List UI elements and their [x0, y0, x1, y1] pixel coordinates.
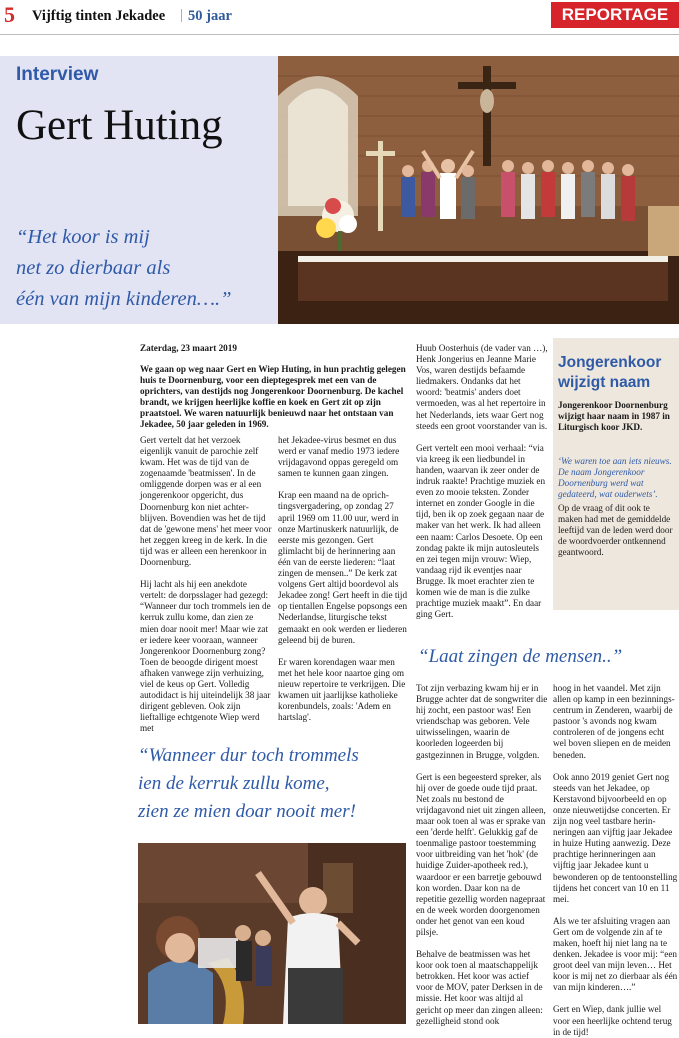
pull-quote: “Laat zingen de mensen..” — [418, 646, 623, 667]
title-quote-line: net zo dierbaar als — [16, 257, 171, 279]
page-header — [0, 0, 679, 34]
sidebar-lead: Jongerenkoor Doornenburg wijzigt haar naam in 1987 in Liturgisch koor JKD. — [558, 400, 670, 433]
paragraph: Huub Oosterhuis (de vader van …), Henk Jongerius en Jeanne Marie Vos, waren destijds befaamde liedmakers. Ondanks dat het woord: 'beatmis' anders doet vermoeden, was al het repertoire in het Nederlands, iets waar Gert nog steeds een groot voorstander van is. — [416, 343, 548, 431]
magazine-title: Vijftig tinten Jekadee — [32, 8, 166, 24]
page-number: 5 — [4, 2, 15, 27]
sidebar-quote: ‘We waren toe aan iets nieuws. De naam Jongerenkoor Doornenburg werd wat gedateerd, wat ouderwets’. — [558, 456, 672, 500]
paragraph: Gert vertelt dat het verzoek eigenlijk vanuit de parochie zelf kwam. Het was de tijd van de zogenaamde 'beatmissen'. In de omliggende dorpen was er al een jongerenkoor opgericht, dus Doornenburg kon niet achterblijven. Bovendien was het de tijd dat de 'gewone mens' het meer voor het zeggen kreeg in de kerk. In die tijd was er alleen een herenkoor in Doornenburg. — [140, 435, 272, 568]
paragraph: Krap een maand na de oprichtingsvergadering, op zondag 27 april 1969 om 11.00 uur, werd in onze Martinuskerk natuurlijk, de eerste mis gezongen. Gert glimlacht bij de herinnering aan één van de eerste liederen: “laat zingen de mensen..” De kerk zat volgens Gert altijd boordevol als Jekadee zong! Gert heeft in die tijd op tientallen Engelse popsongs een Nederlandse, liturgische tekst gemaakt en ook werden er liederen geleend bij de buren. — [278, 490, 408, 645]
article-date: Zaterdag, 23 maart 2019 — [140, 343, 237, 353]
article-column-1-body — [140, 435, 272, 745]
choir-photo-illustration — [278, 56, 679, 324]
title-quote-line: één van mijn kinderen….” — [16, 288, 232, 310]
paragraph: Gert is een begeesterd spreker, als hij over de goede oude tijd praat. Net zoals nu bestond de vrijdagavond niet uit zingen alleen, maar ook toen al was er sprake van een 'derde helft'. Gelukkig gaf de toenmalige pastoor toestemming voor uitbreiding van het 'hok' (de huidige Zuider-apotheek red.), waardoor er een barretje gebouwd kon worden. Daar kon na de repetitie gezellig worden nagepraat en de week worden doorgenomen onder het genot van een koud pilsje. — [416, 771, 546, 937]
sidebar-title — [558, 353, 678, 393]
article-column-3 — [416, 343, 548, 631]
paragraph: Gert vertelt een mooi verhaal: “via via kreeg ik een liedbundel in handen, waarvan ik zeer onder de indruk raakte! Prachtige muziek en even zo mooie teksten. Zonder internet en zonder Google in die tijd, ben ik op zoek gegaan naar de maker van het werk. Ik had alleen een naam: Carlos Desoete. Op een zondag pakte ik mijn autosleutels en zei tegen mijn vrouw: Wiep, vandaag rijd ik eventjes naar Brugge. Ik moet erachter zien te komen wie de man is die zulke prachtige muziek maakt”. En daar ging Gert. — [416, 442, 546, 620]
pull-quote-dialect — [138, 742, 408, 826]
paragraph: Als we ter afsluiting vragen aan Gert om de volgende zin af te maken, hoeft hij niet lang na te denken. Jekadee is voor mij: “een groot deel van mijn leven… Het koor is mij net zo dierbaar als één van mijn kinderen….” — [553, 915, 678, 993]
sidebar-body: Op de vraag of dit ook te maken had met de gemiddelde leeftijd van de leden werd door de woordvoerder ontkennend geantwoord. — [558, 503, 673, 558]
header-divider — [0, 34, 679, 35]
sidebar-title-line: Jongerenkoor — [558, 354, 662, 371]
sidebar-title-line: wijzigt naam — [558, 374, 651, 391]
interview-label: Interview — [16, 64, 99, 85]
conductor-photo-illustration — [138, 843, 406, 1024]
paragraph: hoog in het vaandel. Met zijn allen op kamp in een bezinningscentrum in Zenderen, waarbij de pastoor 's avonds nog kwam controleren of de jongens echt wel boven sliepen en de meiden beneden. — [553, 683, 675, 760]
article-column-3-lower — [416, 683, 548, 1027]
section-label: REPORTAGE — [551, 2, 679, 28]
magazine-years: 50 jaar — [188, 8, 232, 24]
conductor-photo — [138, 843, 406, 1024]
paragraph: Behalve de beatmissen was het koor ook toen al maatschappelijk betrokken. Het koor was actief voor de MOV, pater Derksen in de missie. Het koor was altijd al gericht op meer dan zingen alleen: gezelligheid stond ook — [416, 949, 543, 1026]
pull-quote-line: ien de kerruk zullu kome, — [138, 773, 330, 794]
title-quote — [16, 222, 278, 315]
article-title: Gert Huting — [16, 102, 223, 149]
paragraph: Hij lacht als hij een anekdote vertelt: de dorpsslager had gezegd: “Wanneer dur toch trommels ien de kerruk zullu kome, dan zien ze mien doar nooit mer! Maar wie zat er iedere keer vooraan, wanneer Jongerenkoor Doornenburg zong? — [140, 579, 271, 656]
article-column-2 — [278, 435, 408, 734]
paragraph: Er waren korendagen waar men met het hele koor naartoe ging om nieuw repertoire te verkrijgen. Die kwamen uit jaarlijkse katholieke korenbundels, zoals: 'Adem en hartslag'. — [278, 656, 406, 723]
paragraph: het Jekadee-virus besmet en dus werd er vanaf medio 1973 iedere vrijdagavond oppas geregeld om samen te kunnen gaan zingen. — [278, 435, 400, 479]
pull-quote-line: zien ze mien doar nooit mer! — [138, 801, 356, 822]
choir-photo — [278, 56, 679, 324]
header-separator: | — [180, 7, 184, 23]
paragraph: Tot zijn verbazing kwam hij er in Brugge achter dat de songwriter die hij zocht, een pastoor was! Een vriendschap was geboren. Vele uitwisselingen, waarin de koorleden logeerden bij gastgezinnen in Brugge, volgden. — [416, 683, 548, 760]
paragraph: Ook anno 2019 geniet Gert nog steeds van het Jekadee, op Kerstavond bijvoorbeeld en op onze nieuwetijdse concerten. Er zijn nog veel tastbare herinneringen aan vijftig jaar Jekadee in huize Huting aanwezig. Deze prachtige herinneringen aan vijftig jaar Jekadee kunt u bewonderen op de tentoonstelling tijdens het concert van 10 en 11 mei. — [553, 771, 678, 904]
article-column-1 — [140, 343, 270, 365]
article-lead: We gaan op weg naar Gert en Wiep Huting, in hun prachtig gelegen huis te Doornenburg, voor een dieptegesprek met een van de oprichters, van destijds nog Jongerenkoor Doornenburg. De kachel brandt, we krijgen heerlijke koffie en koek en Gert zit op zijn praatstoel. We waren natuurlijk benieuwd naar het ontstaan van Jekadee, 50 jaar geleden in 1969. — [140, 364, 406, 430]
paragraph: Toen de beoogde dirigent moest afhaken vanwege zijn verhuizing, viel de keus op Gert. Volledig autodidact is hij uiteindelijk 38 jaar dirigent gebleven. Ook zijn lieftallige echtgenote Wiep werd met — [140, 656, 271, 734]
article-column-4-lower — [553, 683, 679, 1038]
paragraph: Gert en Wiep, dank jullie wel voor een heerlijke ochtend terug in de tijd! — [553, 1004, 672, 1037]
title-quote-line: “Het koor is mij — [16, 226, 150, 248]
pull-quote-line: “Wanneer dur toch trommels — [138, 745, 359, 766]
